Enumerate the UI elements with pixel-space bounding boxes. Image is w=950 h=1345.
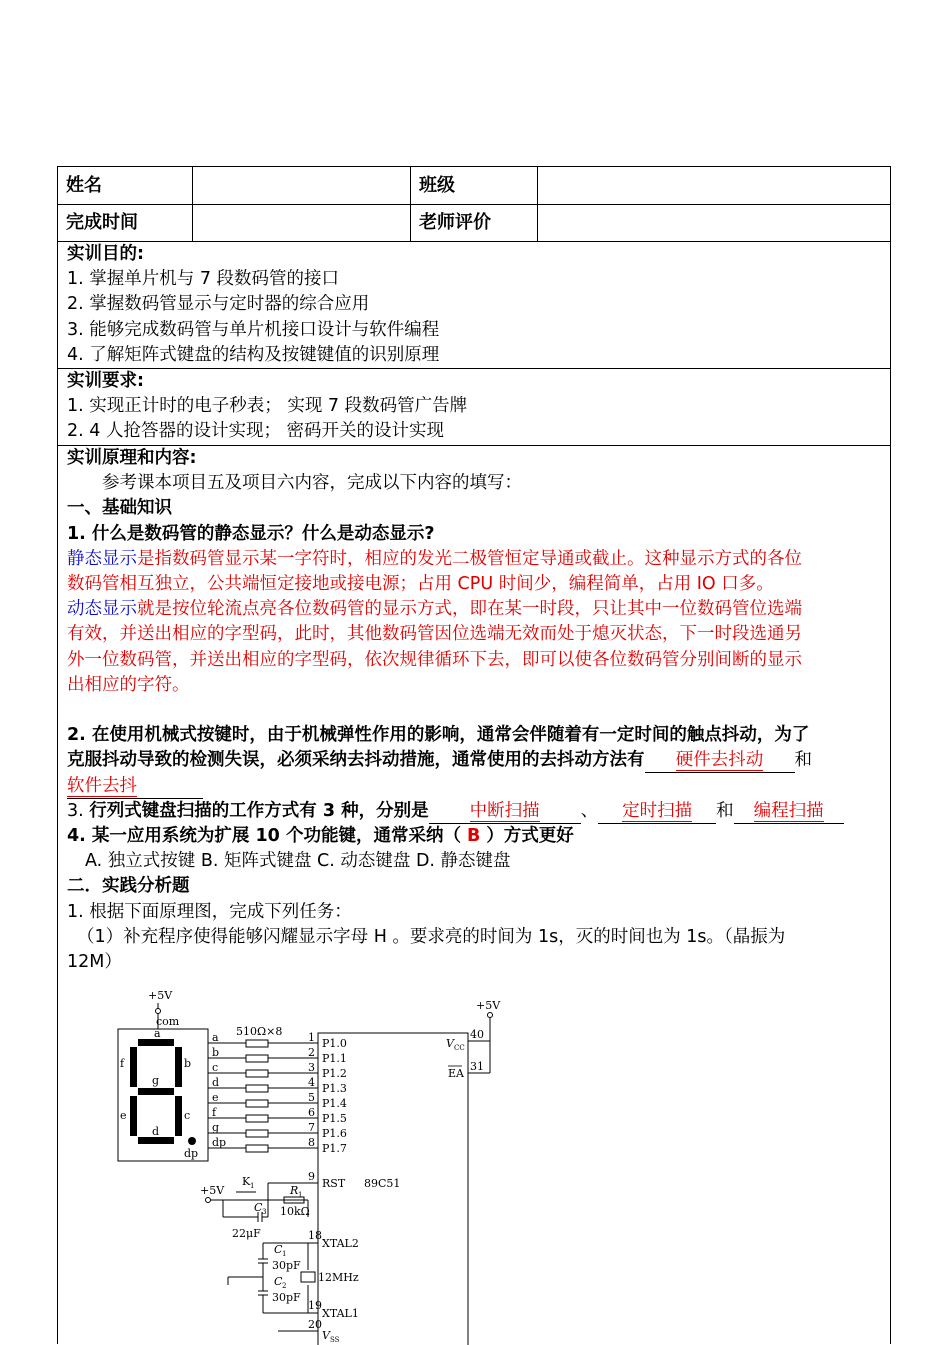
- answer-program-scan: 编程扫描: [753, 800, 824, 821]
- requirement-item: 1. 实现正计时的电子秒表； 实现 7 段数码管广告牌: [67, 396, 468, 417]
- dynamic-display-term: 动态显示: [67, 599, 137, 620]
- answer-blank-5[interactable]: [734, 800, 844, 824]
- header-row-name: [58, 167, 890, 205]
- c1-sub: 1: [282, 1250, 287, 1258]
- seg-c: c: [212, 1061, 219, 1074]
- question-4-text: 4. 某一应用系统为扩展 10 个功能键，通常采纳（: [67, 826, 461, 847]
- vss-sub: SS: [330, 1336, 340, 1344]
- blank-line: [67, 698, 890, 723]
- seg-f: f: [212, 1106, 217, 1119]
- section-practice: 二．实践分析题: [67, 876, 190, 897]
- purpose-item: 1. 掌握单片机与 7 段数码管的接口: [67, 269, 340, 290]
- digit-label-d: d: [152, 1125, 160, 1138]
- answer-hardware-debounce: 硬件去抖动: [675, 750, 764, 771]
- port-p12: P1.2: [322, 1067, 347, 1080]
- digit-label-e: e: [120, 1109, 127, 1122]
- rst-label: RST: [322, 1177, 346, 1190]
- seg-dp: dp: [212, 1136, 227, 1149]
- c3-label: C: [254, 1201, 263, 1214]
- vcc-reset-label: +5V: [200, 1184, 225, 1197]
- answer-choice: B: [466, 826, 481, 847]
- task-1-sub-line-2: 12M）: [67, 952, 122, 973]
- class-label: 班级: [411, 167, 538, 204]
- c1-label: C: [274, 1243, 283, 1256]
- task-1: 1. 根据下面原理图，完成下列任务：: [67, 901, 352, 922]
- seg-b: b: [212, 1046, 220, 1059]
- class-field[interactable]: [538, 167, 890, 204]
- c2-sub: 2: [282, 1282, 287, 1290]
- r1-sub: 1: [298, 1191, 303, 1199]
- pin-9: 9: [308, 1170, 315, 1183]
- requirements-section: [58, 369, 890, 445]
- separator: 、: [580, 800, 599, 821]
- name-label: 姓名: [58, 167, 193, 204]
- segment-glyph: [130, 1039, 196, 1145]
- pin-19: 19: [308, 1299, 322, 1312]
- answer-blank-4[interactable]: [598, 800, 716, 824]
- pin-2: 2: [308, 1046, 315, 1059]
- pin-5: 5: [308, 1091, 315, 1104]
- purpose-title: 实训目的:: [67, 244, 144, 264]
- task-1-sub-line-1: （1）补充程序使得能够闪耀显示字母 H 。要求亮的时间为 1s，灭的时间也为 1s。（晶振为: [77, 926, 786, 947]
- digit-label-b: b: [184, 1057, 192, 1070]
- pin-18: 18: [308, 1229, 322, 1242]
- com-label: com: [156, 1015, 180, 1028]
- eval-label: 老师评价: [411, 204, 538, 241]
- purpose-section: [58, 242, 890, 368]
- pin-7: 7: [308, 1121, 315, 1134]
- and-text: 和: [716, 800, 734, 821]
- requirements-title: 实训要求:: [67, 371, 144, 391]
- question-3-number: 3.: [67, 800, 84, 821]
- c3-sub: 3: [262, 1208, 267, 1216]
- port-p10: P1.0: [322, 1037, 347, 1050]
- purpose-item: 4. 了解矩阵式键盘的结构及按键键值的识别原理: [67, 344, 440, 365]
- c2-value: 30pF: [272, 1291, 301, 1304]
- resistor-array: [246, 1040, 268, 1152]
- port-p15: P1.5: [322, 1112, 347, 1125]
- vss-label: V: [322, 1329, 330, 1342]
- answer-software-debounce: 软件去抖: [67, 775, 137, 796]
- r1-label: R: [290, 1184, 299, 1197]
- question-3-text: 行列式键盘扫描的工作方式有 3 种，分别是: [89, 800, 429, 821]
- answer-blank-2[interactable]: [67, 775, 203, 799]
- c3-value: 22μF: [232, 1227, 261, 1240]
- pin-20: 20: [308, 1318, 322, 1331]
- segment-wires: [208, 1043, 318, 1148]
- vcc-pin-sub: CC: [454, 1044, 465, 1052]
- section-basic-knowledge: 一、基础知识: [67, 498, 172, 519]
- question-4-line: [67, 824, 890, 849]
- answer-dynamic-line-3: 外一位数码管，并送出相应的字型码，依次规律循环下去，即可以使各位数码管分别间断的显示: [67, 649, 802, 670]
- c1-value: 30pF: [272, 1259, 301, 1272]
- question-2-line-3: [67, 774, 890, 799]
- pin-40: 40: [470, 1028, 484, 1041]
- purpose-item: 3. 能够完成数码管与单片机接口设计与软件编程: [67, 319, 440, 340]
- question-3-line: [67, 799, 890, 824]
- question-4-text-end: ）方式更好: [486, 826, 574, 847]
- vcc-right-label: +5V: [476, 999, 501, 1012]
- digit-label-c: c: [184, 1109, 191, 1122]
- question-1: 1. 什么是数码管的静态显示？什么是动态显示?: [67, 523, 435, 544]
- name-field[interactable]: [193, 167, 411, 204]
- answer-dynamic-line-4: 出相应的字符。: [67, 674, 190, 695]
- circuit-diagram: [108, 985, 508, 1345]
- answer-blank-3[interactable]: [429, 800, 581, 824]
- static-display-text: 是指数码管显示某一字符时，相应的发光二极管恒定导通或截止。这种显示方式的各位: [137, 548, 802, 569]
- purpose-item: 2. 掌握数码管显示与定时器的综合应用: [67, 294, 370, 315]
- digit-label-a: a: [154, 1027, 161, 1040]
- ea-pin-label: EA: [448, 1067, 464, 1080]
- digit-label-f: f: [120, 1057, 125, 1070]
- answer-timer-scan: 定时扫描: [622, 800, 693, 821]
- question-2-text: 克服抖动导致的检测失误，必须采纳去抖动措施，通常使用的去抖动方法有: [67, 750, 645, 771]
- crystal-label: 12MHz: [318, 1271, 359, 1284]
- r1-value: 10kΩ: [280, 1205, 310, 1218]
- k1-sub: 1: [250, 1182, 255, 1190]
- question-2-line-2: [67, 748, 890, 773]
- pin-1: 1: [308, 1031, 315, 1044]
- xtal2-label: XTAL2: [322, 1237, 359, 1250]
- question-2-line-1: 2. 在使用机械式按键时，由于机械弹性作用的影响，通常会伴随着有一定时间的触点抖动，为了: [67, 725, 810, 746]
- principle-intro: 参考课本项目五及项目六内容，完成以下内容的填写：: [102, 473, 522, 494]
- time-field[interactable]: [193, 204, 411, 241]
- pin-31: 31: [470, 1060, 484, 1073]
- c2-label: C: [274, 1275, 283, 1288]
- eval-field[interactable]: [538, 204, 890, 241]
- static-display-term: 静态显示: [67, 548, 137, 569]
- k1-label: K: [242, 1175, 251, 1188]
- port-p11: P1.1: [322, 1052, 347, 1065]
- principle-title: 实训原理和内容:: [67, 448, 197, 468]
- seg-g: g: [212, 1121, 220, 1134]
- experiment-sheet: [57, 166, 891, 1344]
- resistor-array-label: 510Ω×8: [236, 1025, 283, 1038]
- answer-dynamic-line: [67, 597, 890, 622]
- time-label: 完成时间: [58, 204, 193, 241]
- header-row-time: [58, 204, 890, 242]
- vcc-pin-label: V: [446, 1037, 454, 1050]
- port-p16: P1.6: [322, 1127, 347, 1140]
- pin-6: 6: [308, 1106, 315, 1119]
- port-p14: P1.4: [322, 1097, 347, 1110]
- pin-4: 4: [308, 1076, 315, 1089]
- port-p17: P1.7: [322, 1142, 347, 1155]
- pin-3: 3: [308, 1061, 315, 1074]
- pin-8: 8: [308, 1136, 315, 1149]
- seg-e: e: [212, 1091, 219, 1104]
- seg-a: a: [212, 1031, 219, 1044]
- answer-blank-1[interactable]: [645, 749, 795, 773]
- digit-label-g: g: [152, 1074, 160, 1087]
- answer-static-line-2: 数码管相互独立，公共端恒定接地或接电源；占用 CPU 时间少，编程简单，占用 IO 口多。: [67, 574, 774, 595]
- and-text: 和: [794, 750, 812, 771]
- dynamic-display-text: 就是按位轮流点亮各位数码管的显示方式，即在某一时段，只让其中一位数码管位选端: [137, 599, 802, 620]
- chip-label: 89C51: [364, 1177, 401, 1190]
- xtal1-label: XTAL1: [322, 1307, 359, 1320]
- answer-interrupt-scan: 中断扫描: [469, 800, 540, 821]
- digit-label-dp: dp: [184, 1147, 199, 1160]
- port-p13: P1.3: [322, 1082, 347, 1095]
- answer-static-line: [67, 547, 890, 572]
- principle-section: [58, 446, 890, 975]
- answer-dynamic-line-2: 有效，并送出相应的字型码，此时，其他数码管因位选端无效而处于熄灭状态，下一时段选通另: [67, 624, 802, 645]
- requirement-item: 2. 4 人抢答器的设计实现； 密码开关的设计实现: [67, 421, 445, 442]
- vcc-top-label: +5V: [148, 989, 173, 1002]
- question-4-options: A. 独立式按键 B. 矩阵式键盘 C. 动态键盘 D. 静态键盘: [85, 851, 511, 872]
- seg-d: d: [212, 1076, 220, 1089]
